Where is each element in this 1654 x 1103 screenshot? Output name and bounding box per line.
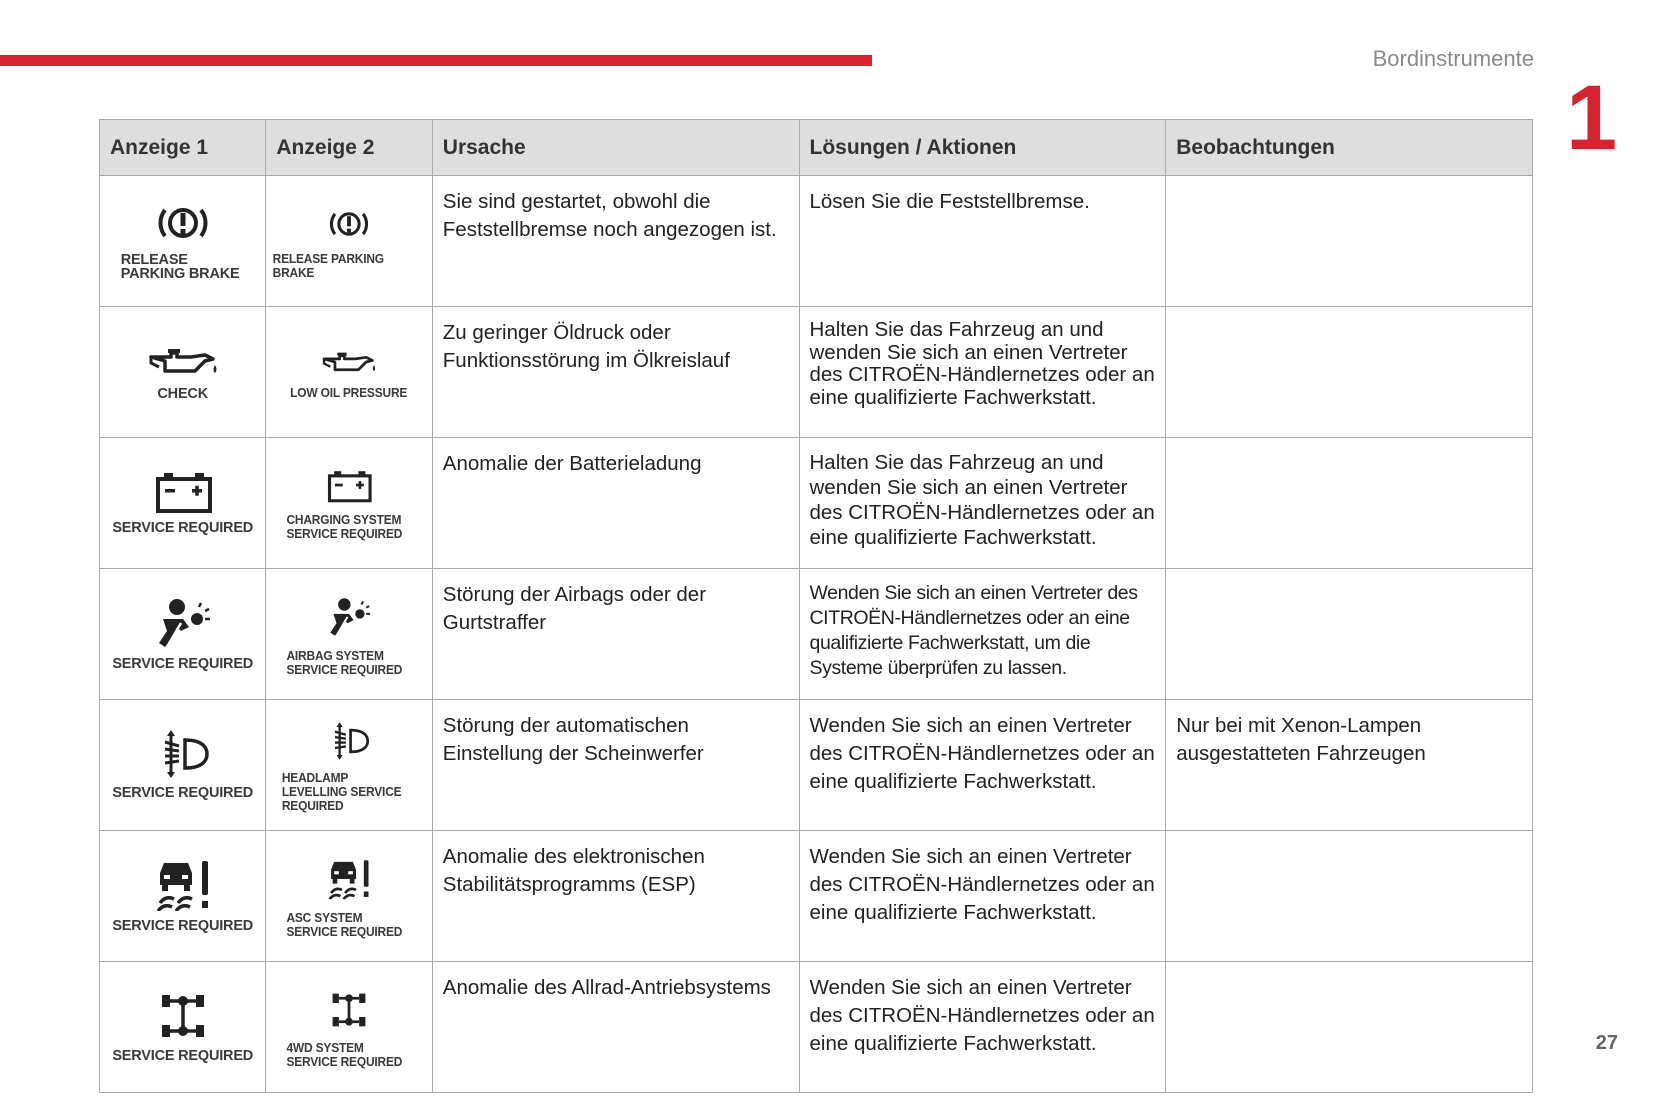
display2-cell — [266, 962, 432, 1093]
cause-cell: Störung der automatischen Einstellung der Scheinwerfer — [432, 700, 799, 831]
table-row — [100, 438, 1533, 569]
display2-label: RELEASE PARKING BRAKE — [273, 251, 385, 280]
display2-cell — [266, 176, 432, 307]
display1-label: SERVICE REQUIRED — [112, 1048, 254, 1064]
page-number: 27 — [1595, 1032, 1618, 1054]
chapter-number: 1 — [1566, 67, 1618, 169]
display2-label: CHARGING SYSTEM SERVICE REQUIRED — [286, 512, 403, 541]
headlamp-levelling-icon — [329, 722, 370, 759]
battery-icon — [325, 470, 373, 503]
esp-icon — [154, 859, 212, 911]
airbag-icon — [153, 597, 213, 649]
display1-cell — [100, 438, 266, 569]
display1-label: SERVICE REQUIRED — [112, 656, 254, 672]
action-cell: Wenden Sie sich an einen Vertreter des CITROËN-Händlernetzes oder an eine qualifizierte Fachwerkstatt, um die Systeme überprüfen zu lassen. — [799, 569, 1166, 700]
display2-label: HEADLAMP LEVELLING SERVICE REQUIRED — [281, 770, 402, 813]
battery-icon — [152, 471, 214, 513]
display1-cell — [100, 831, 266, 962]
4wd-icon — [160, 991, 206, 1041]
note-cell — [1166, 569, 1533, 700]
cause-cell: Anomalie des Allrad-Antriebsystems — [432, 962, 799, 1093]
oil-can-icon — [321, 348, 377, 376]
cause-cell: Störung der Airbags oder der Gurtstraffer — [432, 569, 799, 700]
column-header-actions: Lösungen / Aktionen — [799, 120, 1166, 176]
display1-cell — [100, 176, 266, 307]
display1-label: SERVICE REQUIRED — [112, 785, 254, 801]
table-row — [100, 307, 1533, 438]
cause-cell: Sie sind gestartet, obwohl die Feststellbremse noch angezogen ist. — [432, 176, 799, 307]
section-title: Bordinstrumente — [1372, 46, 1534, 71]
display2-cell — [266, 700, 432, 831]
display2-label: AIRBAG SYSTEM SERVICE REQUIRED — [286, 648, 403, 677]
display1-cell — [100, 962, 266, 1093]
cause-cell: Anomalie des elektronischen Stabilitätsprogramms (ESP) — [432, 831, 799, 962]
parking-brake-icon — [327, 207, 371, 241]
display1-cell — [100, 569, 266, 700]
display2-label: 4WD SYSTEM SERVICE REQUIRED — [286, 1040, 403, 1069]
display2-label: LOW OIL PRESSURE — [290, 385, 408, 400]
action-cell: Lösen Sie die Feststellbremse. — [799, 176, 1166, 307]
table-row — [100, 569, 1533, 700]
display2-cell — [266, 831, 432, 962]
column-header-display1: Anzeige 1 — [100, 120, 266, 176]
table-row — [100, 831, 1533, 962]
headlamp-levelling-icon — [157, 730, 209, 778]
4wd-icon — [331, 991, 367, 1030]
note-cell — [1166, 831, 1533, 962]
display1-label: CHECK — [157, 386, 208, 402]
note-cell — [1166, 307, 1533, 438]
cause-cell: Anomalie der Batterieladung — [432, 438, 799, 569]
column-header-observations: Beobachtungen — [1166, 120, 1533, 176]
note-cell — [1166, 176, 1533, 307]
esp-icon — [326, 859, 371, 900]
display1-cell — [100, 700, 266, 831]
action-cell: Wenden Sie sich an einen Vertreter des CITROËN-Händlernetzes oder an eine qualifizierte Fachwerkstatt. — [799, 700, 1166, 831]
display2-cell — [266, 569, 432, 700]
header-accent-bar — [0, 55, 872, 66]
warning-lights-table — [99, 119, 1533, 1093]
display1-label: RELEASE PARKING BRAKE — [120, 252, 240, 282]
note-cell: Nur bei mit Xenon-Lampen ausgestatteten Fahrzeugen — [1166, 700, 1533, 831]
display2-cell — [266, 438, 432, 569]
display2-label: ASC SYSTEM SERVICE REQUIRED — [286, 910, 403, 939]
action-cell: Wenden Sie sich an einen Vertreter des CITROËN-Händlernetzes oder an eine qualifizierte Fachwerkstatt. — [799, 831, 1166, 962]
column-header-cause: Ursache — [432, 120, 799, 176]
display1-label: SERVICE REQUIRED — [112, 520, 254, 536]
table-row — [100, 176, 1533, 307]
note-cell — [1166, 962, 1533, 1093]
oil-can-icon — [147, 343, 219, 379]
display2-cell — [266, 307, 432, 438]
table-header-row — [100, 120, 1533, 176]
table-row — [100, 700, 1533, 831]
table-row — [100, 962, 1533, 1093]
display1-label: SERVICE REQUIRED — [112, 918, 254, 934]
airbag-icon — [326, 597, 373, 638]
display1-cell — [100, 307, 266, 438]
parking-brake-icon — [155, 201, 211, 245]
column-header-display2: Anzeige 2 — [266, 120, 432, 176]
action-cell: Wenden Sie sich an einen Vertreter des CITROËN-Händlernetzes oder an eine qualifizierte Fachwerkstatt. — [799, 962, 1166, 1093]
action-cell: Halten Sie das Fahrzeug an und wenden Sie sich an einen Vertreter des CITROËN-Händlernetzes oder an eine qualifizierte Fachwerkstatt. — [799, 438, 1166, 569]
action-cell: Halten Sie das Fahrzeug an und wenden Sie sich an einen Vertreter des CITROËN-Händlernetzes oder an eine qualifizierte Fachwerkstatt. — [799, 307, 1166, 438]
cause-cell: Zu geringer Öldruck oder Funktionsstörung im Ölkreislauf — [432, 307, 799, 438]
note-cell — [1166, 438, 1533, 569]
